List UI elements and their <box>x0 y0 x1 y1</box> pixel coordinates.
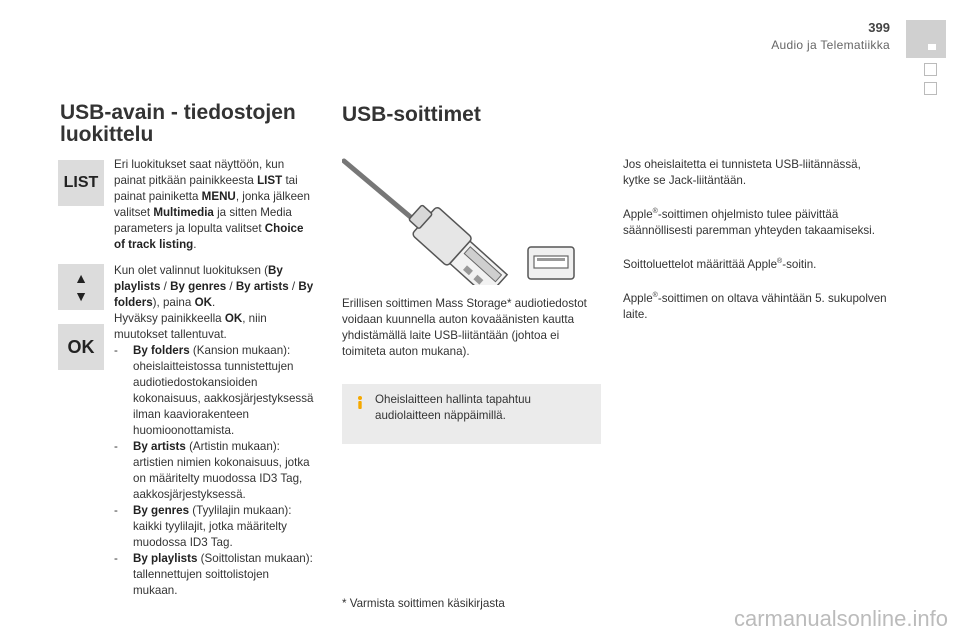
left-text-column <box>114 157 314 599</box>
footnote: * Varmista soittimen käsikirjasta <box>342 597 505 610</box>
watermark: carmanualsonline.info <box>733 606 948 631</box>
page-number: 399 <box>868 20 890 35</box>
tab-square-1 <box>924 63 937 76</box>
arrow-up-icon: ▲ <box>74 270 88 286</box>
section-title: Audio ja Telematiikka <box>771 38 890 52</box>
jack-note: Jos oheislaitetta ei tunnisteta USB-liitännässä, kytke se Jack-liitäntään. <box>623 158 861 187</box>
classification-confirm: Kun olet valinnut luokituksen (By playlists / By genres / By artists / By folders), paina OK. Hyväksy painikkeella OK, niin muutokset tallentuvat. <box>114 264 314 341</box>
classification-intro: Eri luokitukset saat näyttöön, kun painat pitkään painikkeesta LIST tai painat painiketta MENU, jonka jälkeen valitset Multimedia ja sitten Media parameters ja lopulta valitset Choice of track listing. <box>114 158 310 251</box>
mass-storage-description: Erillisen soittimen Mass Storage* audiotiedostot voidaan kuunnella auton kovaäänisten kautta yhdistämällä laite USB-liitäntään (johtoa ei toimiteta auton mukana). <box>342 297 587 358</box>
arrow-down-icon: ▼ <box>74 288 88 304</box>
apple-playlist-note: Soittoluettelot määrittää Apple®-soitin. <box>623 258 817 271</box>
left-heading: USB-avain - tiedostojen luokittelu <box>60 101 296 146</box>
list-key-icon: LIST <box>58 160 104 206</box>
apple-generation-note: Apple®-soittimen on oltava vähintään 5. sukupolven laite. <box>623 292 887 321</box>
right-text-column <box>623 157 888 341</box>
list-item: - By artists (Artistin mukaan): artistien nimien kokonaisuus, jotka on määritelty muodossa ID3 Tag, aakkosjärjestyksessä. <box>114 440 310 501</box>
chapter-tab <box>906 20 946 58</box>
list-item: - By genres (Tyylilajin mukaan): kaikki tyylilajit, jotka määritelty muodossa ID3 Tag. <box>114 504 292 549</box>
list-item: - By folders (Kansion mukaan): oheislaitteistossa tunnistettujen audiotiedostokansioiden kokonaisuus, aakkosjärjestyksessä ilman kaaviorakenteen huomioonottamista. <box>114 344 314 437</box>
arrow-keys-icon <box>58 264 104 310</box>
apple-update-note: Apple®-soittimen ohjelmisto tulee päivittää säännöllisesti paremman yhteyden takaamiseksi. <box>623 208 875 237</box>
list-item: - By playlists (Soittolistan mukaan): tallennettujen soittolistojen mukaan. <box>114 552 313 597</box>
middle-heading: USB-soittimet <box>342 103 481 126</box>
info-icon <box>352 394 368 410</box>
info-note <box>342 384 601 444</box>
ok-key-icon: OK <box>58 324 104 370</box>
usb-connector-illustration <box>342 157 602 285</box>
classification-list <box>114 343 314 599</box>
tab-marker <box>928 44 936 50</box>
info-note-text: Oheislaitteen hallinta tapahtuu audiolaitteen näppäimillä. <box>375 393 531 422</box>
tab-square-2 <box>924 82 937 95</box>
